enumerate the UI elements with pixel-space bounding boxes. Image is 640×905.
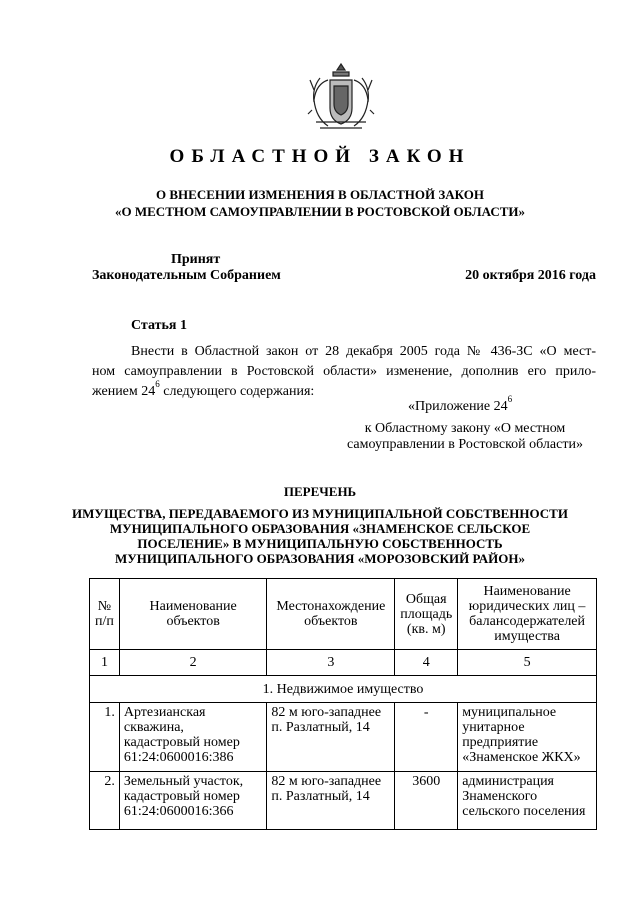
article-line-2: ном самоуправлении в Ростовской области» изменение, дополнив его прило- <box>92 364 596 379</box>
header-name: Наименование объектов <box>119 579 267 650</box>
law-title: ОБЛАСТНОЙ ЗАКОН <box>169 146 471 167</box>
list-heading: ПЕРЕЧЕНЬ <box>283 484 357 499</box>
header-location: Местонахождение объектов <box>267 579 395 650</box>
row-area: 3600 <box>395 772 458 830</box>
row-location: 82 м юго-западнее п. Разлатный, 14 <box>267 772 395 830</box>
row-area: - <box>395 703 458 772</box>
row-name: Артезианская скважина, кадастровый номер 61:24:0600016:386 <box>119 703 267 772</box>
row-holder: администрация Знаменского сельского поселения <box>458 772 597 830</box>
property-table <box>89 578 597 830</box>
header-area: Общая площадь (кв. м) <box>395 579 458 650</box>
row-location: 82 м юго-западнее п. Разлатный, 14 <box>267 703 395 772</box>
accepted-label: Принят <box>171 252 221 267</box>
header-num: № п/п <box>90 579 120 650</box>
col-number: 4 <box>395 650 458 676</box>
col-number: 2 <box>119 650 267 676</box>
table-header-row <box>90 579 597 650</box>
appendix-ref-line-2: самоуправлении в Ростовской области» <box>347 437 583 452</box>
col-number: 3 <box>267 650 395 676</box>
section-row <box>90 676 597 703</box>
header-holder: Наименование юридических лиц – балансодержателей имущества <box>458 579 597 650</box>
article-heading: Статья 1 <box>131 318 187 333</box>
article-line-3: жением $24^6$ следующего содержания: <box>92 379 315 399</box>
appendix-label: «Приложение $24^6$ <box>408 394 513 414</box>
accepted-by: Законодательным Собранием <box>92 268 281 283</box>
table-row <box>90 772 597 830</box>
accepted-date: 20 октября 2016 года <box>465 268 596 283</box>
table-row <box>90 703 597 772</box>
row-holder: муниципальное унитарное предприятие «Знаменское ЖКХ» <box>458 703 597 772</box>
appendix-ref-line-1: к Областному закону «О местном <box>364 421 566 436</box>
article-line-1: Внести в Областной закон от 28 декабря 2005 года № 436-ЗС «О мест- <box>131 344 596 359</box>
list-title-line-3: ПОСЕЛЕНИЕ» В МУНИЦИПАЛЬНУЮ СОБСТВЕННОСТЬ <box>137 536 503 551</box>
section-title: 1. Недвижимое имущество <box>90 676 597 703</box>
col-number: 1 <box>90 650 120 676</box>
col-number: 5 <box>458 650 597 676</box>
row-name: Земельный участок, кадастровый номер 61:24:0600016:366 <box>119 772 267 830</box>
law-subtitle-line-1: О ВНЕСЕНИИ ИЗМЕНЕНИЯ В ОБЛАСТНОЙ ЗАКОН <box>156 187 484 202</box>
list-title-line-4: МУНИЦИПАЛЬНОГО ОБРАЗОВАНИЯ «МОРОЗОВСКИЙ РАЙОН» <box>115 551 525 566</box>
row-num: 2. <box>90 772 120 830</box>
list-title-line-1: ИМУЩЕСТВА, ПЕРЕДАВАЕМОГО ИЗ МУНИЦИПАЛЬНОЙ СОБСТВЕННОСТИ <box>72 506 568 521</box>
column-number-row <box>90 650 597 676</box>
row-num: 1. <box>90 703 120 772</box>
coat-of-arms-emblem-icon <box>306 60 376 134</box>
list-title-line-2: МУНИЦИПАЛЬНОГО ОБРАЗОВАНИЯ «ЗНАМЕНСКОЕ СЕЛЬСКОЕ <box>109 521 531 536</box>
article-text <box>92 342 596 402</box>
law-subtitle-line-2: «О МЕСТНОМ САМОУПРАВЛЕНИИ В РОСТОВСКОЙ ОБЛАСТИ» <box>115 204 525 219</box>
